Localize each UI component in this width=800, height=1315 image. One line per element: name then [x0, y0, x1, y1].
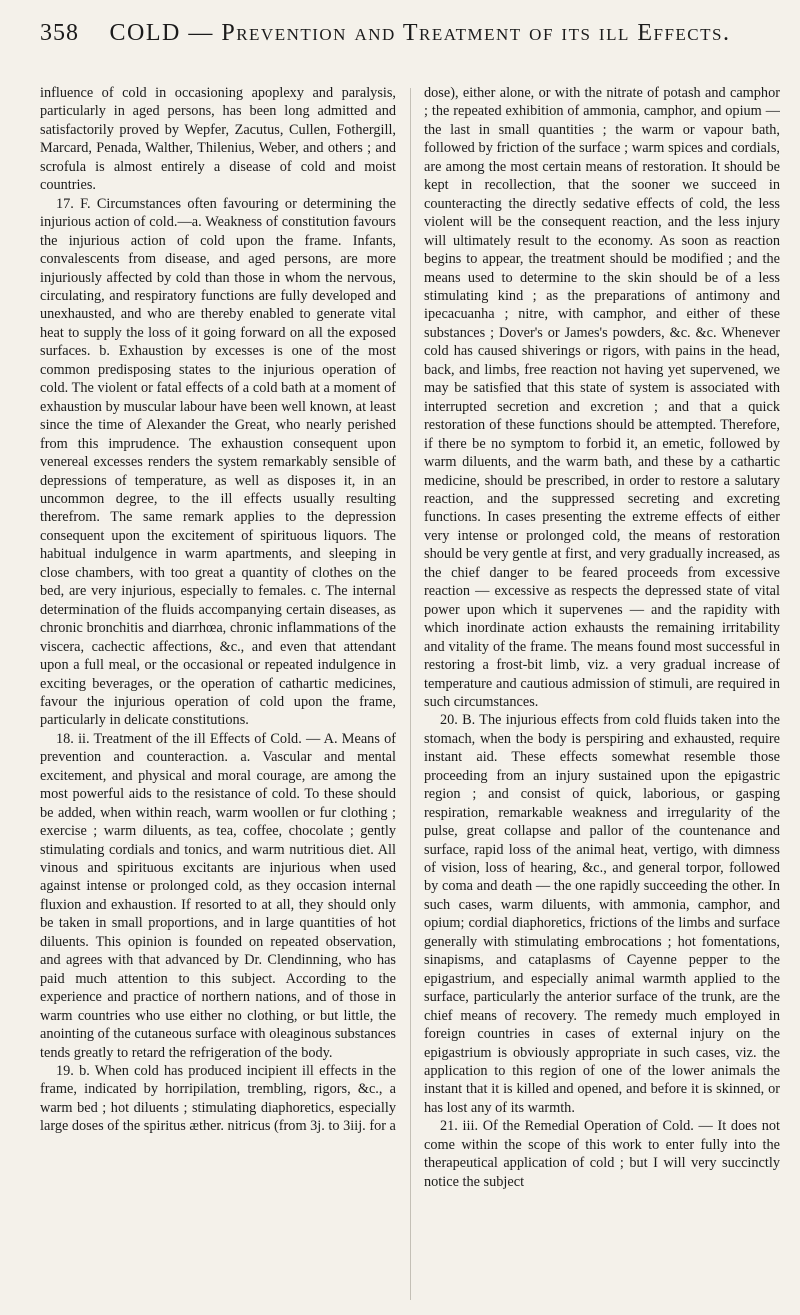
paragraph: 18. ii. Treatment of the ill Effects of Cold. — A. Means of prevention and counteraction. a. Vascular and mental excitement, and physical and moral courage, are among the most powerful aids to the resistance of cold. To these should be added, when within reach, warm woollen or fur clothing ; exercise ; warm diluents, as tea, coffee, chocolate ; gently stimulating cordials and tonics, and warm nutritious diet. All vinous and spirituous excitants are injurious when used against intense or prolonged cold, as they occasion internal fluxion and exhaustion. If resorted to at all, they should only be taken in small proportions, and in large quantities of hot diluents. This opinion is founded on repeated observation, and agrees with that advanced by Dr. Clendinning, who has paid much attention to this subject. According to the experience and practice of northern nations, and of those in warm countries who use either no clothing, or but little, the anointing of the cutaneous surface with oleaginous substances tends greatly to retard the refrigeration of the body.: [40, 730, 396, 1061]
paragraph: influence of cold in occasioning apoplexy and paralysis, particularly in aged persons, has been long admitted and satisfactorily proved by Wepfer, Zacutus, Cullen, Fothergill, Marcard, Penada, Walther, Thilenius, Weber, and others ; and scrofula is almost entirely a disease of cold and moist countries.: [40, 85, 396, 194]
left-column: [40, 84, 396, 1304]
paragraph: 19. b. When cold has produced incipient ill effects in the frame, indicated by horripilation, trembling, rigors, &c., a warm bed ; hot diluents ; stimulating diaphoretics, especially large doses of the spiritus æther. nitricus (from 3j. to 3iij. for a: [40, 1063, 396, 1135]
page-number: 358: [40, 20, 79, 46]
column-divider: [410, 88, 411, 1300]
page-header: [40, 20, 780, 60]
right-column: [424, 84, 780, 1304]
paragraph: 20. B. The injurious effects from cold fluids taken into the stomach, when the body is perspiring and exhausted, require instant aid. These effects somewhat resemble those proceeding from an injury sustained upon the epigastric region ; and consist of quick, laborious, or gasping respiration, remarkable weakness and irregularity of the pulse, great collapse and pallor of the countenance and surface, rapid loss of the animal heat, vertigo, with dimness of vision, loss of hearing, &c., and general torpor, followed by coma and death — the one rapidly succeeding the other. In such cases, warm diluents, with ammonia, camphor, and opium; cordial diaphoretics, frictions of the limbs and surface generally with stimulating embrocations ; hot fomentations, sinapisms, and cataplasms of Cayenne pepper to the epigastrium, and especially animal warmth applied to the surface, particularly the anterior surface of the trunk, are the chief means of recovery. The remedy much employed in foreign countries in cases of external injury on the epigastrium is obviously appropriate in such cases, viz. the application to this region of one of the lower animals the instant that it is killed and opened, and before it is skinned, or has lost any of its warmth.: [424, 712, 780, 1116]
text-columns: [40, 84, 780, 1304]
paragraph: 21. iii. Of the Remedial Operation of Cold. — It does not come within the scope of this work to enter fully into the therapeutical application of cold ; but I will very succinctly notice the subject: [424, 1118, 780, 1190]
running-head: COLD — Prevention and Treatment of its ill Effects.: [109, 20, 731, 46]
paragraph: 17. F. Circumstances often favouring or determining the injurious action of cold.—a. Weakness of constitution favours the injurious action of cold upon the frame. Infants, convalescents from disease, and aged persons, are more injuriously affected by cold than those in whom the nervous, circulating, and respiratory functions are fully developed and unexhausted, and who are thereby enabled to generate vital heat to supply the loss of it going forward on all the exposed surfaces. b. Exhaustion by excesses is one of the most common predisposing states to the injurious operation of cold. The violent or fatal effects of a cold bath at a moment of exhaustion by muscular labour have been well known, at least since the time of Alexander the Great, who nearly perished from this imprudence. The exhaustion consequent upon venereal excesses renders the system remarkably sensible of depressions of temperature, as well as disposes it, in an uncommon degree, to the ill effects usually resulting therefrom. The same remark applies to the depression consequent upon the excitement of spirituous liquors. The habitual indulgence in warm apartments, and sleeping in close chambers, with too great a quantity of clothes on the bed, are very injurious, especially to females. c. The internal determination of the fluids accompanying certain diseases, as chronic bronchitis and diarrhœa, chronic inflammations of the viscera, cachectic affections, &c., and even that attendant upon a full meal, or the occasional or repeated indulgence in exciting beverages, or the operation of cathartic medicines, favour the injurious operation of cold upon the frame, particularly in delicate constitutions.: [40, 195, 396, 729]
paragraph: dose), either alone, or with the nitrate of potash and camphor ; the repeated exhibition of ammonia, camphor, and opium — the last in small quantities ; the warm or vapour bath, followed by friction of the surface ; warm spices and cordials, are among the most certain means of restoration. It should be kept in recollection, that the sooner we succeed in counteracting the directly sedative effects of cold, the less violent will be the consequent reaction, and the less injury will ultimately result to the economy. As soon as reaction begins to appear, the treatment should be modified ; and the means used to determine to the skin should be of a less stimulating kind ; as the preparations of antimony and ipecacuanha ; nitre, with camphor, and either of these substances ; Dover's or James's powders, &c. &c. Whenever cold has caused shiverings or rigors, with pains in the head, back, and limbs, free reaction not having yet supervened, we may be satisfied that this state of system is associated with interrupted secretion and excretion ; and that a quick restoration of these functions should be attempted. Therefore, if there be no symptom to forbid it, an emetic, followed by warm diluents, and the warm bath, and these by a cathartic medicine, should be prescribed, in order to restore a salutary reaction, and the suppressed secreting and excreting functions. In cases presenting the extreme effects of either very intense or prolonged cold, the means of restoration should be very gentle at first, and very gradually increased, as the chief danger to be feared proceeds from excessive reaction — excessive as respects the depressed state of vital power upon which it supervenes — and the rapidity with which inordinate action exhausts the remaining irritability and vitality of the frame. The means found most successful in restoring a frost-bit limb, viz. a very gradual increase of temperature and cautious admission of stimuli, are required in such circumstances.: [424, 85, 780, 710]
